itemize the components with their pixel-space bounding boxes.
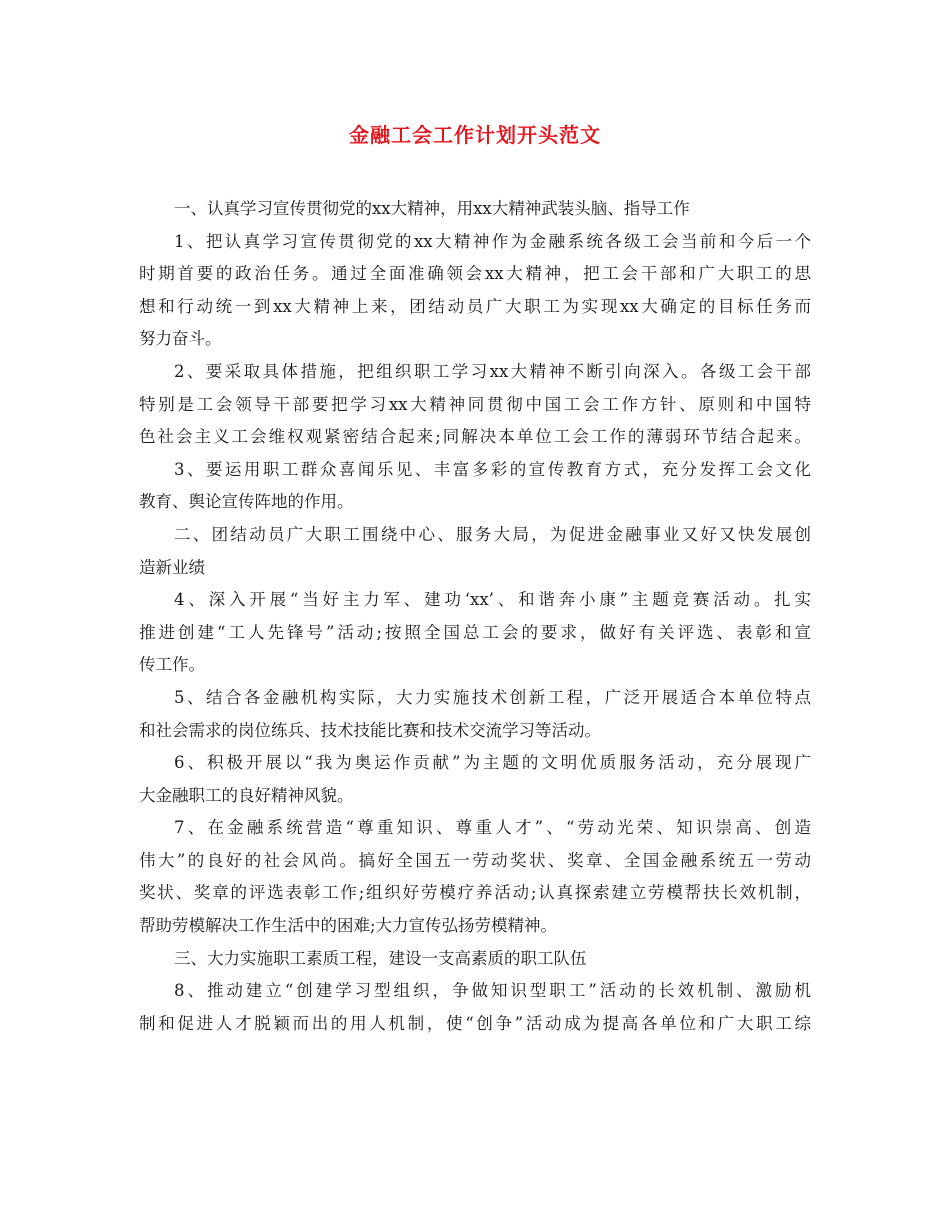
paragraph-line: 帮助劳模解决工作生活中的困难;大力宣传弘扬劳模精神。 bbox=[139, 916, 558, 936]
paragraph-line: 和社会需求的岗位练兵、技术技能比赛和技术交流学习等活动。 bbox=[139, 720, 601, 740]
paragraph-line: 特别是工会领导干部要把学习xx大精神同贯彻中国工会工作方针、原则和中国特 bbox=[139, 394, 811, 414]
paragraph-line: 4、深入开展“当好主力军、建功‘xx’、和谐奔小康”主题竞赛活动。扎实 bbox=[174, 590, 811, 610]
paragraph-line: 教育、舆论宣传阵地的作用。 bbox=[139, 492, 354, 512]
paragraph-line: 伟大”的良好的社会风尚。搞好全国五一劳动奖状、奖章、全国金融系统五一劳动 bbox=[139, 850, 811, 870]
paragraph-line: 努力奋斗。 bbox=[139, 329, 222, 349]
paragraph-line: 1、把认真学习宣传贯彻党的xx大精神作为金融系统各级工会当前和今后一个 bbox=[174, 231, 811, 251]
section-heading-3: 三、大力实施职工素质工程，建设一支高素质的职工队伍 bbox=[174, 948, 587, 968]
paragraph-line: 3、要运用职工群众喜闻乐见、丰富多彩的宣传教育方式，充分发挥工会文化 bbox=[174, 459, 811, 479]
section-heading-2-cont: 造新业绩 bbox=[139, 557, 205, 577]
paragraph-line: 7、在金融系统营造“尊重知识、尊重人才”、“劳动光荣、知识崇高、创造 bbox=[174, 818, 811, 838]
paragraph-line: 2、要采取具体措施，把组织职工学习xx大精神不断引向深入。各级工会干部 bbox=[174, 361, 811, 381]
paragraph-line: 奖状、奖章的评选表彰工作;组织好劳模疗养活动;认真探索建立劳模帮扶长效机制， bbox=[139, 883, 811, 903]
paragraph-line: 6、积极开展以“我为奥运作贡献”为主题的文明优质服务活动，充分展现广 bbox=[174, 753, 811, 773]
paragraph-line: 色社会主义工会维权观紧密结合起来;同解决本单位工会工作的薄弱环节结合起来。 bbox=[139, 427, 811, 447]
paragraph-line: 时期首要的政治任务。通过全面准确领会xx大精神，把工会干部和广大职工的思 bbox=[139, 264, 811, 284]
paragraph-line: 传工作。 bbox=[139, 655, 205, 675]
paragraph-line: 想和行动统一到xx大精神上来，团结动员广大职工为实现xx大确定的目标任务而 bbox=[139, 296, 811, 316]
paragraph-line: 推进创建“工人先锋号”活动;按照全国总工会的要求，做好有关评选、表彰和宣 bbox=[139, 622, 811, 642]
paragraph-line: 大金融职工的良好精神风貌。 bbox=[139, 785, 354, 805]
paragraph-line: 8、推动建立“创建学习型组织，争做知识型职工”活动的长效机制、激励机 bbox=[174, 981, 811, 1001]
paragraph-line: 5、结合各金融机构实际，大力实施技术创新工程，广泛开展适合本单位特点 bbox=[174, 687, 811, 707]
section-heading-1: 一、认真学习宣传贯彻党的xx大精神，用xx大精神武装头脑、指导工作 bbox=[174, 199, 690, 218]
document-title: 金融工会工作计划开头范文 bbox=[349, 123, 601, 147]
document-body bbox=[139, 193, 811, 1040]
paragraph-line: 制和促进人才脱颖而出的用人机制，使“创争”活动成为提高各单位和广大职工综 bbox=[139, 1013, 811, 1033]
section-heading-2: 二、团结动员广大职工围绕中心、服务大局，为促进金融事业又好又快发展创 bbox=[174, 524, 811, 544]
